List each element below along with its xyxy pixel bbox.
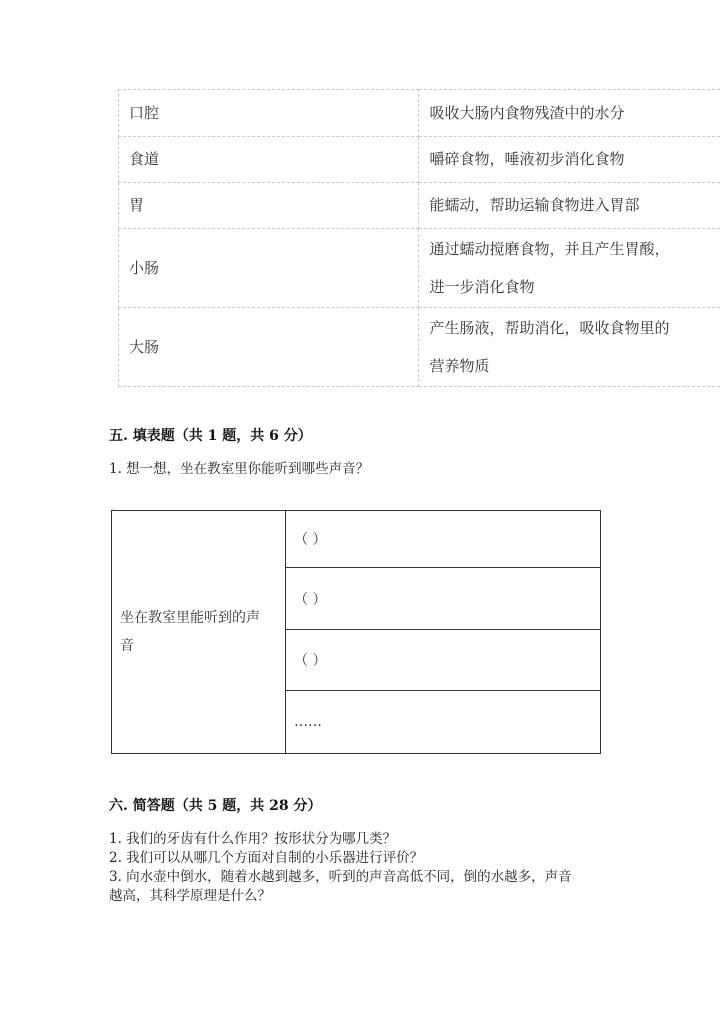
function-line: 产生肠液，帮助消化，吸收食物里的 [429,319,670,337]
answer-blank[interactable]: （ ） [286,568,601,630]
label-line: 音 [120,638,134,654]
answer-blank[interactable]: （ ） [286,630,601,691]
function-cell: 能蠕动，帮助运输食物进入胃部 [419,183,720,229]
function-cell: 吸收大肠内食物残渣中的水分 [419,90,720,137]
label-line: 坐在教室里能听到的声 [120,610,260,626]
organ-cell: 胃 [119,183,419,229]
section5-title: 五. 填表题（共 1 题，共 6 分） [109,428,312,444]
scan-mark: · [111,505,114,514]
table-row [119,229,720,308]
fill-in-table [111,510,601,754]
table-row [119,183,720,229]
answer-blank[interactable]: （ ） [286,511,601,568]
section5-question: 1. 想一想，坐在教室里你能听到哪些声音？ [109,461,370,477]
function-cell: 嚼碎食物，唾液初步消化食物 [419,137,720,183]
function-cell [419,308,720,387]
question-item: 3. 向水壶中倒水，随着水越到越多，听到的声音高低不同，倒的水越多，声音 [109,869,572,885]
function-line: 进一步消化食物 [429,278,535,296]
function-cell [419,229,720,308]
question-item: 2. 我们可以从哪几个方面对自制的小乐器进行评价？ [109,850,424,866]
fill-table-label [112,511,286,754]
organ-cell: 大肠 [119,308,419,387]
organ-cell: 口腔 [119,90,419,137]
function-line: 营养物质 [429,357,490,375]
answer-blank[interactable]: …… [286,691,601,754]
organ-matching-table [118,89,720,387]
table-row [119,137,720,183]
table-row [119,308,720,387]
organ-cell: 食道 [119,137,419,183]
function-line: 通过蠕动搅磨食物，并且产生胃酸， [429,240,670,258]
section6-title: 六. 简答题（共 5 题，共 28 分） [109,798,322,814]
organ-cell: 小肠 [119,229,419,308]
question-item: 1. 我们的牙齿有什么作用？按形状分为哪几类？ [109,831,397,847]
question-item: 越高，其科学原理是什么？ [109,888,271,904]
table-row [119,90,720,137]
